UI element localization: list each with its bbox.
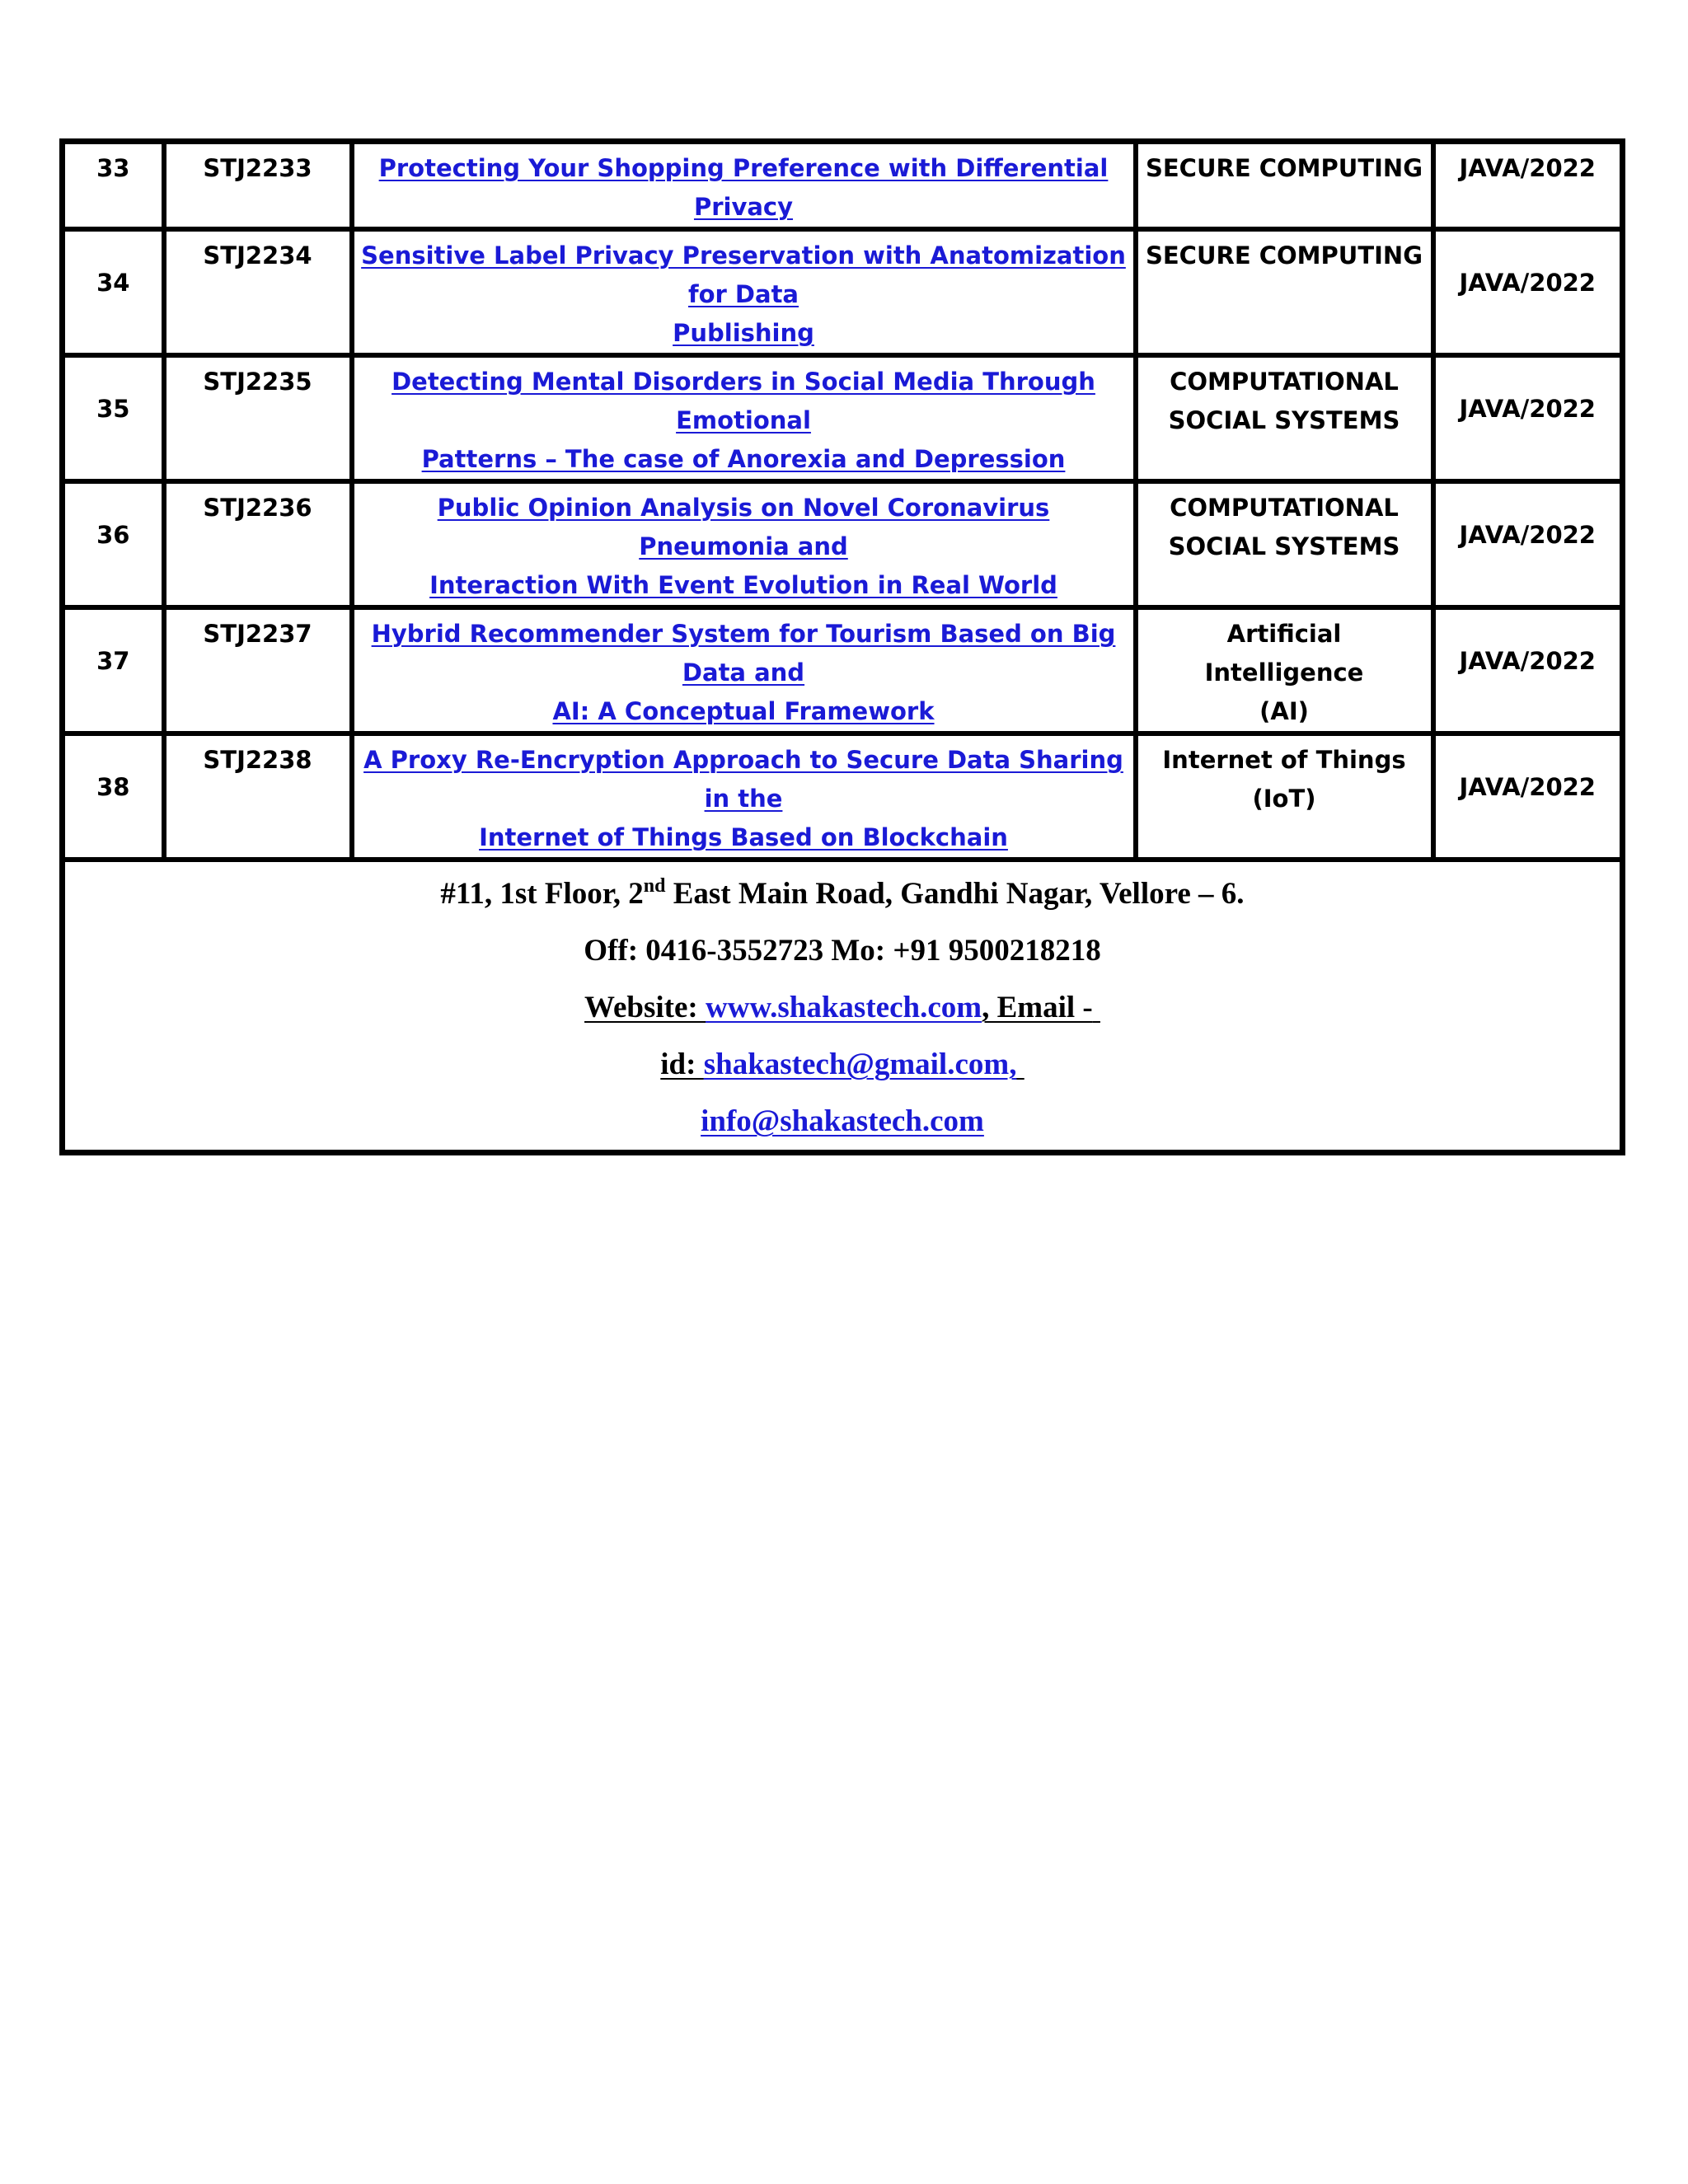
project-code: STJ2235 [164,355,352,481]
project-rows [63,142,1623,860]
domain-text: SOCIAL SYSTEMS [1168,532,1400,560]
project-code: STJ2236 [164,481,352,607]
project-domain [1136,142,1433,230]
project-domain [1136,481,1433,607]
domain-text: SECURE COMPUTING [1145,241,1423,269]
address-suffix: East Main Road, Gandhi Nagar, Vellore – 6. [665,877,1245,911]
project-code: STJ2234 [164,229,352,355]
table-row [63,355,1623,481]
row-number: 37 [63,607,164,733]
project-title-link[interactable]: A Proxy Re-Encryption Approach to Secure Data Sharing in the [363,746,1123,813]
project-code: STJ2237 [164,607,352,733]
row-number: 34 [63,229,164,355]
row-number: 36 [63,481,164,607]
project-domain [1136,733,1433,860]
project-title-cell [352,355,1136,481]
phone-line: Off: 0416-3552723 Mo: +91 9500218218 [584,934,1101,968]
project-title-link[interactable]: Publishing [673,319,814,347]
project-title-cell [352,142,1136,230]
project-domain [1136,229,1433,355]
email-line [72,1036,1613,1093]
project-title-link[interactable]: Protecting Your Shopping Preference with Differential Privacy [378,154,1109,221]
project-year: JAVA/2022 [1433,607,1623,733]
project-title-link[interactable]: Hybrid Recommender System for Tourism Based on Big Data and [371,620,1116,687]
email-line-2 [72,1093,1613,1150]
row-number: 35 [63,355,164,481]
domain-text: SECURE COMPUTING [1145,154,1423,182]
project-title-cell [352,733,1136,860]
row-number: 38 [63,733,164,860]
domain-text: COMPUTATIONAL [1170,494,1399,522]
email-link-info[interactable]: info@shakastech.com [701,1104,984,1138]
project-title-link[interactable]: Patterns – The case of Anorexia and Depression [421,445,1066,473]
project-title-link[interactable]: Public Opinion Analysis on Novel Coronavirus Pneumonia and [437,494,1050,560]
address-line [72,865,1613,922]
row-number: 33 [63,142,164,230]
address-superscript: nd [643,875,666,897]
project-year: JAVA/2022 [1433,355,1623,481]
project-title-cell [352,607,1136,733]
table-row [63,229,1623,355]
project-domain [1136,355,1433,481]
table-row [63,481,1623,607]
domain-text: COMPUTATIONAL [1170,368,1399,396]
project-title-cell [352,229,1136,355]
project-title-link[interactable]: Internet of Things Based on Blockchain [479,823,1008,851]
website-label: Website: [584,991,706,1024]
contact-footer [63,860,1623,1153]
project-title-link[interactable]: Interaction With Event Evolution in Real World [429,571,1057,599]
project-year: JAVA/2022 [1433,481,1623,607]
address-prefix: #11, 1st Floor, 2 [440,877,644,911]
table-row [63,733,1623,860]
project-list-table [59,138,1625,1155]
project-year: JAVA/2022 [1433,733,1623,860]
project-title-cell [352,481,1136,607]
table-row [63,142,1623,230]
domain-text: (AI) [1259,697,1309,725]
project-title-link[interactable]: Sensitive Label Privacy Preservation with Anatomization for Data [361,241,1126,308]
table-row [63,607,1623,733]
id-label: id: [660,1047,704,1081]
project-year: JAVA/2022 [1433,142,1623,230]
website-link[interactable]: www.shakastech.com [706,991,982,1024]
project-year: JAVA/2022 [1433,229,1623,355]
website-line [72,979,1613,1036]
project-title-link[interactable]: Detecting Mental Disorders in Social Media Through Emotional [392,368,1095,434]
domain-text: Internet of Things (IoT) [1162,746,1406,813]
domain-text: SOCIAL SYSTEMS [1168,406,1400,434]
email-link-gmail[interactable]: shakastech@gmail.com, [703,1047,1017,1081]
project-domain [1136,607,1433,733]
project-code: STJ2238 [164,733,352,860]
email-label: , Email - [982,991,1093,1024]
project-title-link[interactable]: AI: A Conceptual Framework [552,697,935,725]
domain-text: Artificial Intelligence [1204,620,1364,687]
project-code: STJ2233 [164,142,352,230]
